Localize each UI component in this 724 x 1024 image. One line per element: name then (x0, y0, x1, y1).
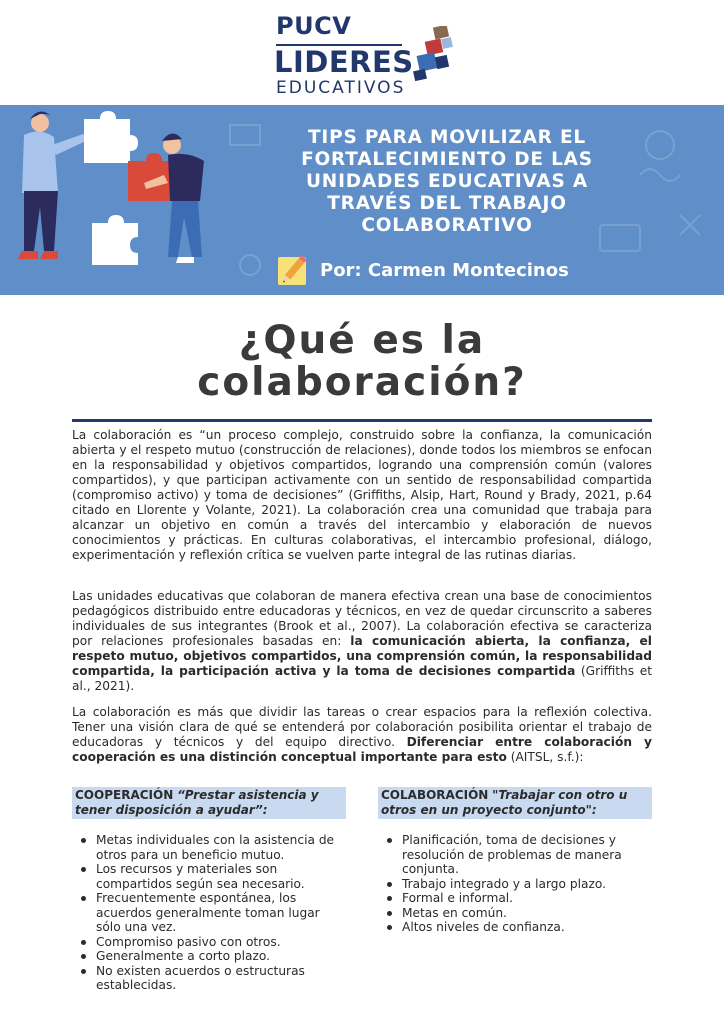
paragraph-bold-text: la comunicación abierta, la confianza, el respeto mutuo, objetivos compartidos, una comprensión común, la responsabilidad compartida, la participación activa y la toma de decisiones compartida (72, 634, 652, 678)
logo-text-lideres: LIDERES (274, 45, 414, 79)
list-item (72, 833, 346, 862)
list-item-text: Metas en común. (402, 905, 507, 920)
bullet-icon (387, 882, 392, 887)
pencil-note-icon (274, 251, 312, 289)
list-item (378, 906, 652, 921)
colaboracion-quote: "Trabajar con otro u otros en un proyecto conjunto": (381, 788, 628, 817)
paragraph-distinction (72, 705, 652, 765)
page-title-line: ¿Qué es la (238, 318, 486, 363)
list-item (72, 949, 346, 964)
list-item-text: Trabajo integrado y a largo plazo. (402, 876, 606, 891)
banner-title (266, 127, 628, 237)
bullet-icon (387, 911, 392, 916)
cooperacion-list (72, 833, 346, 993)
list-item-text: Altos niveles de confianza. (402, 920, 565, 934)
paragraph-text: La colaboración es más que dividir las tareas o crear espacios para la reflexión colectiva. Tener una visión clara de qué se entenderá por colaboración posibilita orientar el trabajo de educadoras y técnicos y del equipo directivo. (72, 705, 652, 749)
colaboracion-column (378, 787, 652, 935)
list-item-text: Metas individuales con la asistencia de otros para un beneficio mutuo. (96, 833, 335, 862)
banner-title-line: COLABORATIVO (361, 215, 533, 236)
list-item-text: Generalmente a corto plazo. (96, 949, 270, 963)
list-item (72, 935, 346, 950)
bullet-icon (81, 838, 86, 843)
paragraph-text: Las unidades educativas que colaboran de manera efectiva crean una base de conocimientos pedagógicos distribuido entre educadoras y técnicos, en vez de quedar circunscrito a saberes individuales de sus integrantes (Brook et al., 2007). La colaboración efectiva se caracteriza por relaciones profesionales basadas en: (72, 589, 652, 648)
colaboracion-keyword: COLABORACIÓN (381, 788, 489, 802)
bullet-icon (81, 954, 86, 959)
title-divider (72, 419, 652, 422)
cooperacion-quote: “Prestar asistencia y tener disposición a ayudar”: (75, 788, 319, 817)
colaboracion-heading (378, 787, 652, 819)
list-item (72, 862, 346, 891)
byline-text: Por: Carmen Montecinos (320, 259, 569, 281)
paragraph-bold-text: Diferenciar entre colaboración y cooperación es una distinción conceptual importante para esto (72, 735, 652, 764)
logo-squares-icon (412, 26, 456, 82)
cooperacion-keyword: COOPERACIÓN (75, 788, 174, 802)
list-item-text: Los recursos y materiales son compartidos según sea necesario. (96, 862, 305, 891)
paragraph-text: (Griffiths et al., 2021). (72, 664, 652, 693)
banner-title-line: FORTALECIMIENTO DE LAS (301, 149, 593, 170)
bullet-icon (81, 969, 86, 974)
paragraph-definition: La colaboración es “un proceso complejo, construido sobre la confianza, la comunicación abierta y el respeto mutuo (construcción de relaciones), donde todos los miembros se enfocan en la responsabilidad y objetivos compartidos, logrando una comprensión común (valores compartidos), y que participan activamente con un sentido de responsabilidad compartida (compromiso activo) y toma de decisiones” (Griffiths, Alsip, Hart, Round y Brady, 2021, p.64 citado en Llorente y Volante, 2021). La colaboración crea una comunidad que trabaja para alcanzar un objetivo en común a través del intercambio y elaboración de nuevos conocimientos y prácticas. En culturas colaborativas, el intercambio profesional, diálogo, experimentación y reflexión crítica se vuelven parte integral de las rutinas diarias. (72, 428, 652, 562)
logo-text-educativos: EDUCATIVOS (276, 78, 406, 98)
bullet-icon (387, 838, 392, 843)
bullet-icon (387, 896, 392, 901)
author-byline (274, 251, 569, 289)
list-item (378, 920, 652, 935)
list-item (378, 891, 652, 906)
paragraph-effective-collaboration (72, 589, 652, 694)
cooperacion-column (72, 787, 346, 993)
bullet-icon (81, 940, 86, 945)
banner-title-line: UNIDADES EDUCATIVAS A (305, 171, 589, 192)
cooperacion-heading (72, 787, 346, 819)
banner-title-line: TRAVÉS DEL TRABAJO (327, 193, 567, 214)
paragraph-text: (AITSL, s.f.): (506, 750, 584, 764)
list-item-text: Planificación, toma de decisiones y resolución de problemas de manera conjunta. (402, 833, 622, 876)
pucv-logo (270, 12, 460, 98)
bullet-icon (81, 867, 86, 872)
page-title-line: colaboración? (197, 360, 527, 405)
banner-title-line: TIPS PARA MOVILIZAR EL (308, 127, 586, 148)
list-item (378, 833, 652, 877)
page-title (72, 320, 652, 404)
list-item (72, 891, 346, 935)
list-item-text: No existen acuerdos o estructuras establecidas. (96, 963, 305, 992)
bullet-icon (387, 925, 392, 930)
list-item (72, 964, 346, 993)
colaboracion-list (378, 833, 652, 935)
list-item-text: Frecuentemente espontánea, los acuerdos generalmente toman lugar sólo una vez. (96, 891, 320, 934)
list-item-text: Formal e informal. (402, 891, 514, 905)
list-item (378, 877, 652, 892)
header-banner (0, 105, 724, 295)
logo-text-pucv: PUCV (276, 12, 352, 40)
bullet-icon (81, 896, 86, 901)
list-item-text: Compromiso pasivo con otros. (96, 934, 281, 949)
